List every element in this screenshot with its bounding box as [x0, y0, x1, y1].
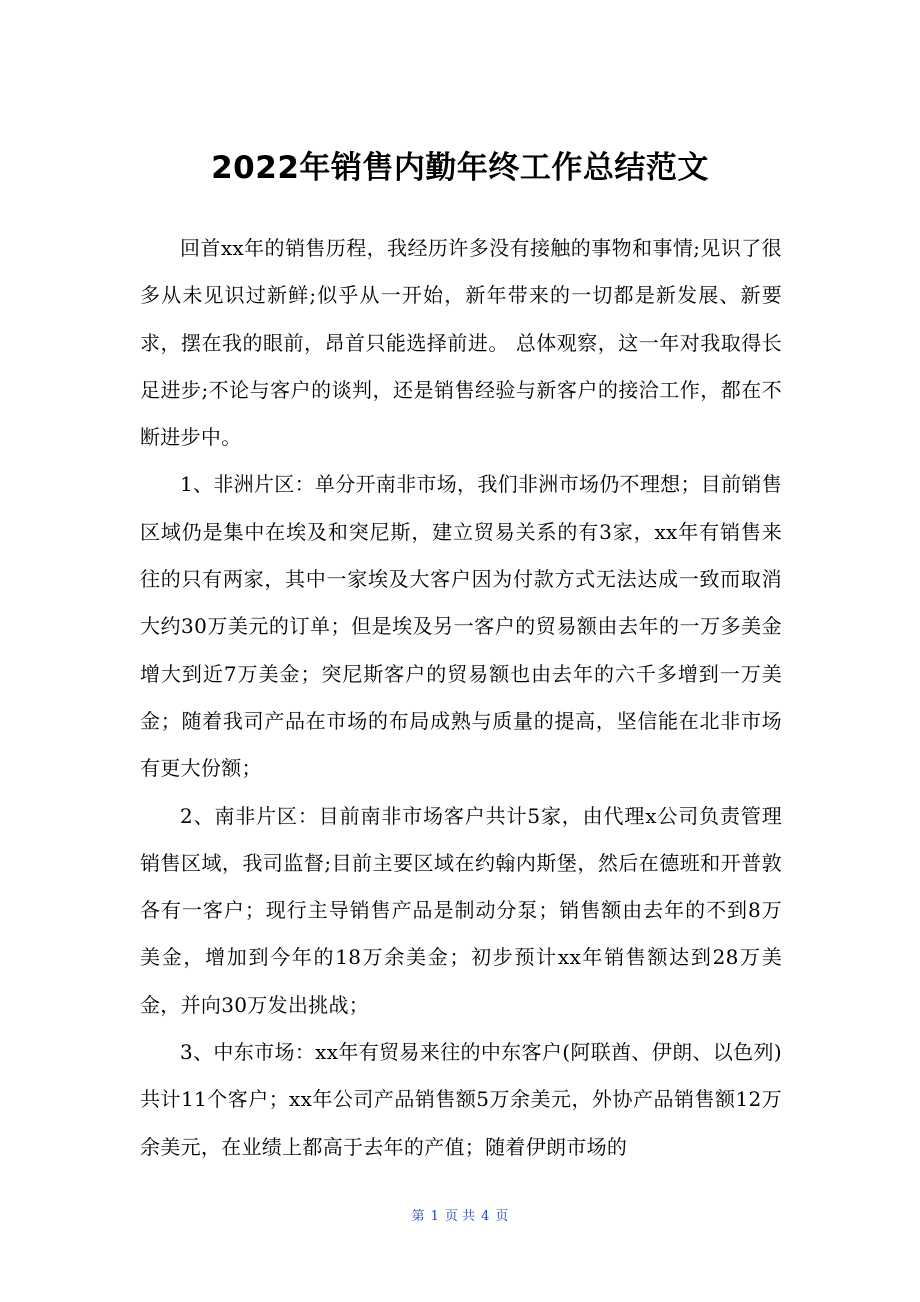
- paragraph-middle-east: 3、中东市场：xx年有贸易来往的中东客户(阿联酋、伊朗、以色列)共计11个客户；xx年公司产品销售额5万余美元，外协产品销售额12万余美元，在业绩上都高于去年的产值；随着伊朗市场的: [140, 1040, 782, 1159]
- footer-total-pages: 4: [481, 1209, 490, 1224]
- document-title: 2022年销售内勤年终工作总结范文: [211, 150, 709, 186]
- footer-prefix: 第: [411, 1209, 425, 1224]
- document-body: [140, 225, 782, 1171]
- footer-mid: 页 共: [444, 1209, 476, 1224]
- footer-current-page: 1: [430, 1209, 439, 1224]
- footer-suffix: 页: [495, 1209, 509, 1224]
- paragraph-south-africa: 2、南非片区：目前南非市场客户共计5家，由代理x公司负责管理销售区域，我司监督;目前主要区域在约翰内斯堡，然后在德班和开普敦各有一客户；现行主导销售产品是制动分泵；销售额由去年的不到8万美金，增加到今年的18万余美金；初步预计xx年销售额达到28万美金，并向30万发出挑战；: [140, 803, 782, 1017]
- paragraph-intro: 回首xx年的销售历程，我经历许多没有接触的事物和事情;见识了很多从未见识过新鲜;似乎从一开始，新年带来的一切都是新发展、新要求，摆在我的眼前，昂首只能选择前进。 总体观察，这一年对我取得长足进步;不论与客户的谈判，还是销售经验与新客户的接洽工作，都在不断进步中。: [140, 236, 782, 450]
- page-footer: [0, 1208, 920, 1226]
- paragraph-africa: 1、非洲片区：单分开南非市场，我们非洲市场仍不理想；目前销售区域仍是集中在埃及和突尼斯，建立贸易关系的有3家，xx年有销售来往的只有两家，其中一家埃及大客户因为付款方式无法达成一致而取消大约30万美元的订单；但是埃及另一客户的贸易额由去年的一万多美金增大到近7万美金；突尼斯客户的贸易额也由去年的六千多增到一万美金；随着我司产品在市场的布局成熟与质量的提高，坚信能在北非市场有更大份额；: [140, 472, 782, 781]
